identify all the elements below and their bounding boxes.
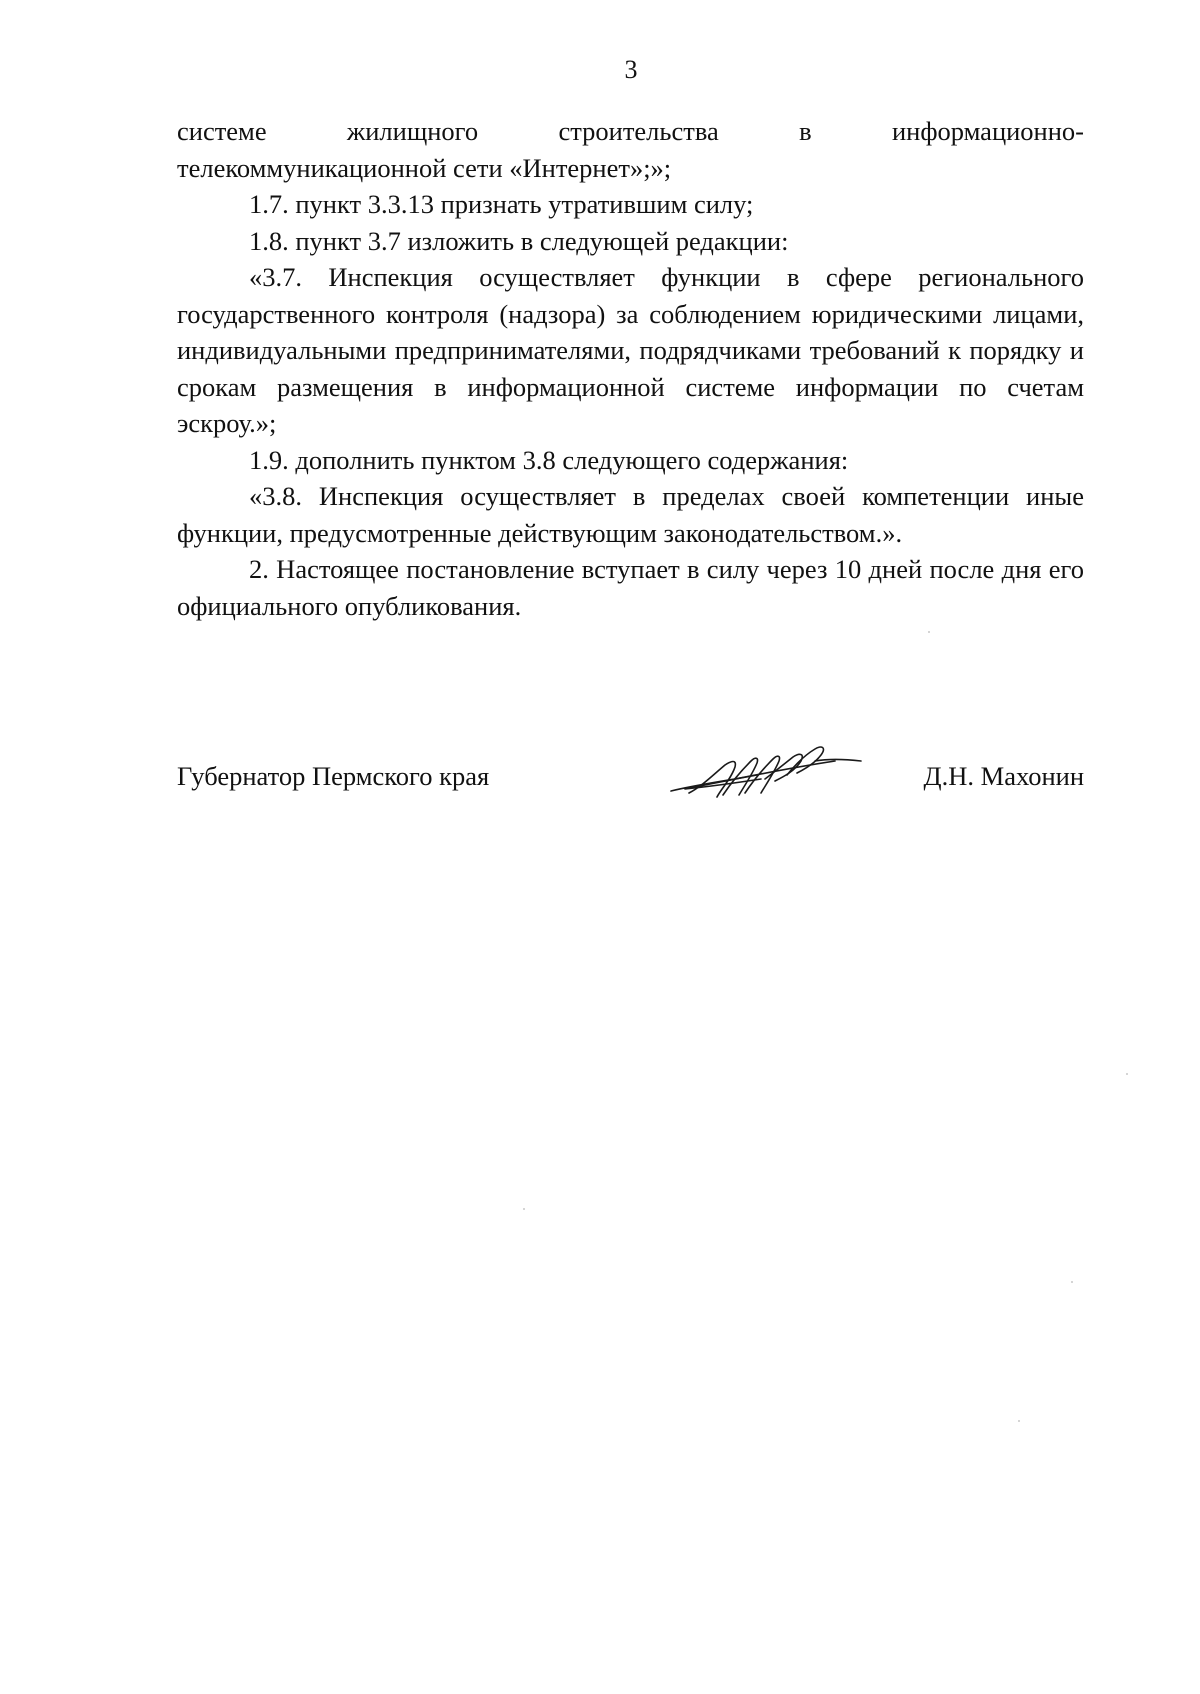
scan-speck [1071, 1281, 1073, 1283]
scan-speck [1126, 1073, 1128, 1075]
scan-speck [523, 1208, 525, 1210]
paragraph-quote-3-7: «3.7. Инспекция осуществляет функции в сфере регионального государственного контроля (надзора) за соблюдением юридическими лицами, индивидуальными предпринимателями, подрядчиками требований к порядку и срокам размещения в информационной системе информации по счетам эскроу.»; [177, 262, 1084, 438]
handwritten-signature-icon [665, 735, 865, 805]
paragraph-continuation-line1: системе жилищного строительства в информационно- [177, 116, 1084, 146]
paragraph-continuation-line2: телекоммуникационной сети «Интернет»;»; [177, 152, 672, 183]
document-body [177, 113, 1084, 624]
paragraph-item-1-9: 1.9. дополнить пунктом 3.8 следующего содержания: [249, 444, 849, 475]
signature-block [177, 755, 1084, 795]
page-number: 3 [624, 55, 638, 84]
scan-speck [1018, 1420, 1020, 1422]
signer-name: Д.Н. Махонин [923, 761, 1084, 791]
paragraph-item-1-7: 1.7. пункт 3.3.13 признать утратившим силу; [249, 189, 754, 219]
paragraph-item-1-8: 1.8. пункт 3.7 изложить в следующей редакции: [249, 225, 789, 256]
paragraph-item-2: 2. Настоящее постановление вступает в силу через 10 дней после дня его официального опубликования. [177, 554, 1084, 621]
scan-speck [928, 631, 930, 633]
signer-title: Губернатор Пермского края [177, 761, 490, 791]
paragraph-quote-3-8: «3.8. Инспекция осуществляет в пределах своей компетенции иные функции, предусмотренные действующим законодательством.». [177, 481, 1084, 548]
